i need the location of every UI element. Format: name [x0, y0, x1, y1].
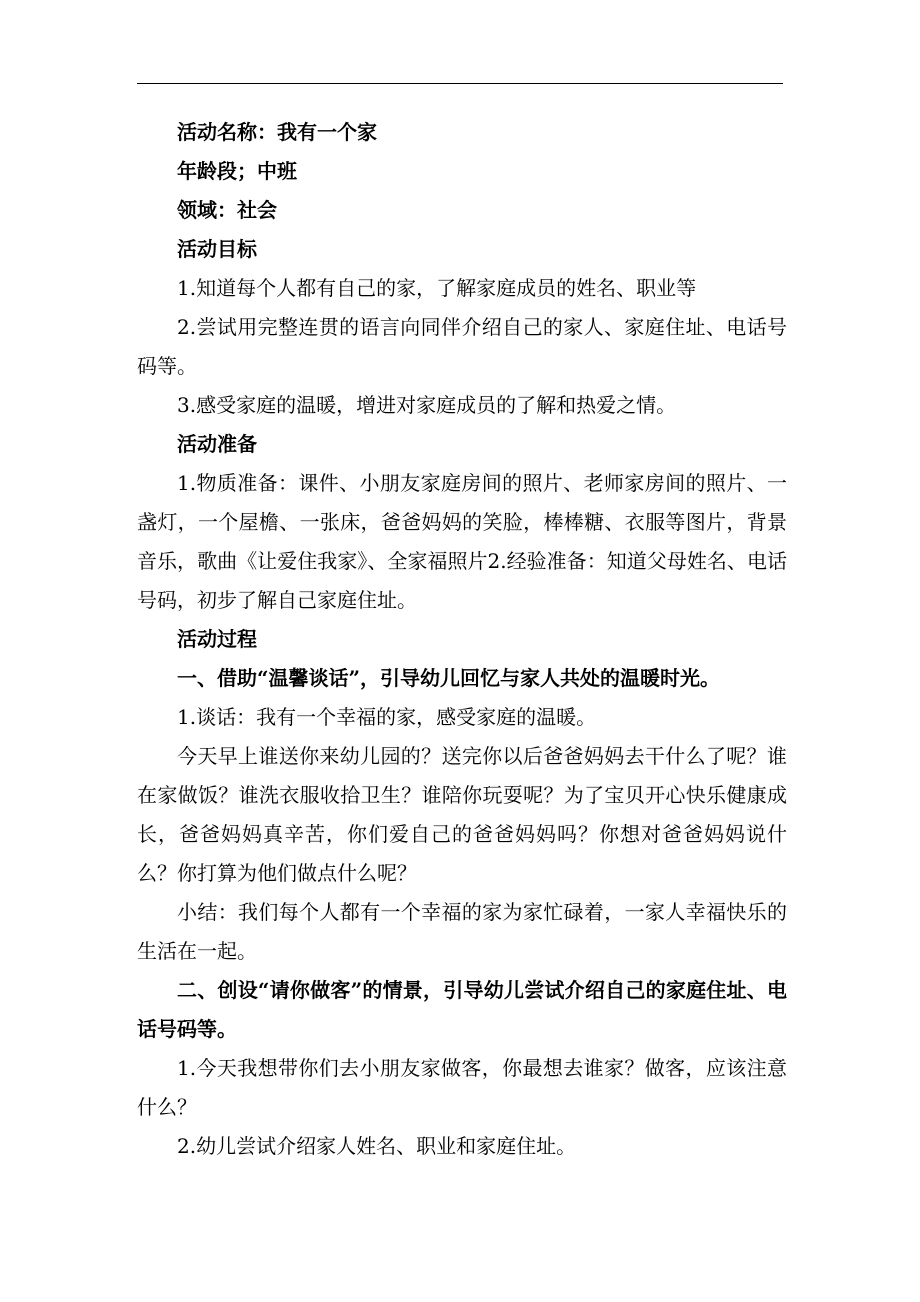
- part2-item: 2.幼儿尝试介绍家人姓名、职业和家庭住址。: [177, 1134, 577, 1158]
- process-heading: 活动过程: [177, 627, 257, 651]
- domain-field: 领域：社会: [177, 198, 277, 222]
- goal-item: 1.知道每个人都有自己的家，了解家庭成员的姓名、职业等: [177, 276, 697, 300]
- document-body: [137, 113, 787, 1166]
- part1-heading: 一、借助“温馨谈话”，引导幼儿回忆与家人共处的温暖时光。: [177, 666, 721, 690]
- part2-item: 1.今天我想带你们去小朋友家做客，你最想去谁家？做客，应该注意什么？: [137, 1056, 787, 1119]
- goal-item: 3.感受家庭的温暖，增进对家庭成员的了解和热爱之情。: [177, 393, 677, 417]
- part2-heading: 二、创设“请你做客”的情景，引导幼儿尝试介绍自己的家庭住址、电话号码等。: [137, 978, 787, 1041]
- part1-paragraph: 今天早上谁送你来幼儿园的？送完你以后爸爸妈妈去干什么了呢？谁在家做饭？谁洗衣服收拾卫生？谁陪你玩耍呢？为了宝贝开心快乐健康成长，爸爸妈妈真辛苦，你们爱自己的爸爸妈妈吗？你想对爸爸妈妈说什么？你打算为他们做点什么呢？: [137, 744, 787, 885]
- part1-item: 1.谈话：我有一个幸福的家，感受家庭的温暖。: [177, 705, 597, 729]
- prep-heading: 活动准备: [177, 432, 257, 456]
- part1-summary: 小结：我们每个人都有一个幸福的家为家忙碌着，一家人幸福快乐的生活在一起。: [137, 900, 787, 963]
- goal-item: 2.尝试用完整连贯的语言向同伴介绍自己的家人、家庭住址、电话号码等。: [137, 315, 787, 378]
- age-group: 年龄段；中班: [177, 159, 297, 183]
- activity-title: 活动名称：我有一个家: [177, 120, 377, 144]
- goals-heading: 活动目标: [177, 237, 257, 261]
- prep-text: 1.物质准备：课件、小朋友家庭房间的照片、老师家房间的照片、一盏灯，一个屋檐、一张床，爸爸妈妈的笑脸，棒棒糖、衣服等图片，背景音乐，歌曲《让爱住我家》、全家福照片2.经验准备：知道父母姓名、电话号码，初步了解自己家庭住址。: [137, 471, 787, 612]
- header-rule: [137, 83, 783, 84]
